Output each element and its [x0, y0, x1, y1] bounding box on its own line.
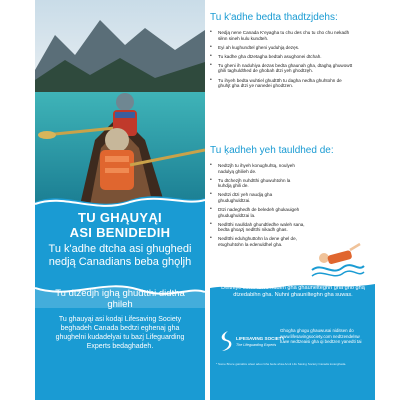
callout-text: Delthiye selwi tuwe nadeh gha ghaunelteghn gha gho ghą dtzedabihn gha. Nuhni ghaunilteghn gha suwas. — [221, 285, 365, 298]
list-item: • Nedją nene Canada K'eyagha tu chu des chu tu cho chu nekadh siłnn sineh kulu kundteh. — [210, 30, 355, 41]
headline-tagline: Tu k'adhe dtcha asi ghughedi nedją Canadians beba ghǫljh — [48, 243, 192, 268]
headline-line-2: ASI BENIDEDIH — [69, 225, 171, 240]
headline-line-1: TU GHĄUYĄI — [78, 210, 162, 225]
headline-block — [35, 210, 205, 269]
list-item: • Tu kadhe gha dtzetagha bedtah asughonei dtchah. — [210, 54, 355, 60]
left-body: Tu ghauyąi asi kodąi Lifesaving Society beghadeh Canada bedtzi eghenaj gha ghughelni kudadelyai tu bazj Lifeguarding Experts bedaghadeh. — [55, 316, 185, 350]
contact-text: Ghogha ghogu ghauwusai niditsen do www.lifesavingsociety.com nedtzendelsw tuwe nedtzeaisi gha qi bedtzen yanedti tai — [280, 328, 362, 345]
list-item: • Tu dtchezjh nuhdtthi ghuwuhtohn la kuhdją ghili de. — [210, 178, 305, 189]
lifesaving-logo — [216, 330, 285, 356]
left-subsection — [35, 288, 205, 351]
left-panel — [35, 0, 205, 400]
logo-tagline: The Lifeguarding Experts — [236, 343, 277, 347]
list-item: • Nedtzjh tu ihyeh konughuhtą, noulyeh nadulyą ghilieh de. — [210, 163, 305, 174]
callout-panel — [210, 280, 375, 400]
section-1-title: Tu k'adhe bedta thadtzjdehs: — [210, 12, 338, 23]
section-2-list — [210, 163, 305, 248]
list-item: • Dtzi nadeghedh de beledeh ghukauigeh ghudughuldtzai la. — [210, 207, 305, 218]
section-2-title: Tu ķadheh yeh tauldhed de: — [210, 145, 334, 156]
swimmer-logo-icon — [216, 330, 234, 352]
list-item: • Tu gheni ih naduhiya dezas bedta ghaunah gha, dtaghą ghuwowtt ghili taghuldthed de ghobah dtzi yeh ghodtzęh. — [210, 63, 355, 74]
list-item: • Eyi ah kughundtel gheni yuduhją dezęs. — [210, 45, 355, 51]
list-item: • Nedtzi dtzi yeh naudją gha ghudughuldtzai. — [210, 192, 305, 203]
section-1-list — [210, 30, 355, 89]
section-2 — [210, 145, 360, 251]
list-item: • Nedltthi eduhghuttohn la dene ghel de, etughuhtohn la edenuldhel gha. — [210, 236, 305, 247]
footnote: * Some Bruce gainalize wleet adeu Gha bede ahsa Acuti Life Saving Society Canada locanghada. — [216, 362, 347, 366]
left-subhead: Tu dtzedjh ighą ghudtthi didtha ghileh — [55, 288, 185, 310]
canoe-photo — [35, 0, 205, 205]
list-item: • Tu ihyeh bedta wuhtiel ghudttth tu dagha nedha ghuhtohn de ghuhjt gha dtzi ye nanedei ghodtzen. — [210, 78, 355, 89]
logo-name: LIFESAVING SOCIETY — [236, 336, 285, 341]
swimmer-illustration — [310, 240, 365, 280]
section-1 — [210, 12, 360, 92]
list-item: • Nedltthi naulldah ghundtledhe waleh sana, bedta ghoązj nedltthi nikadh ghas. — [210, 222, 305, 233]
